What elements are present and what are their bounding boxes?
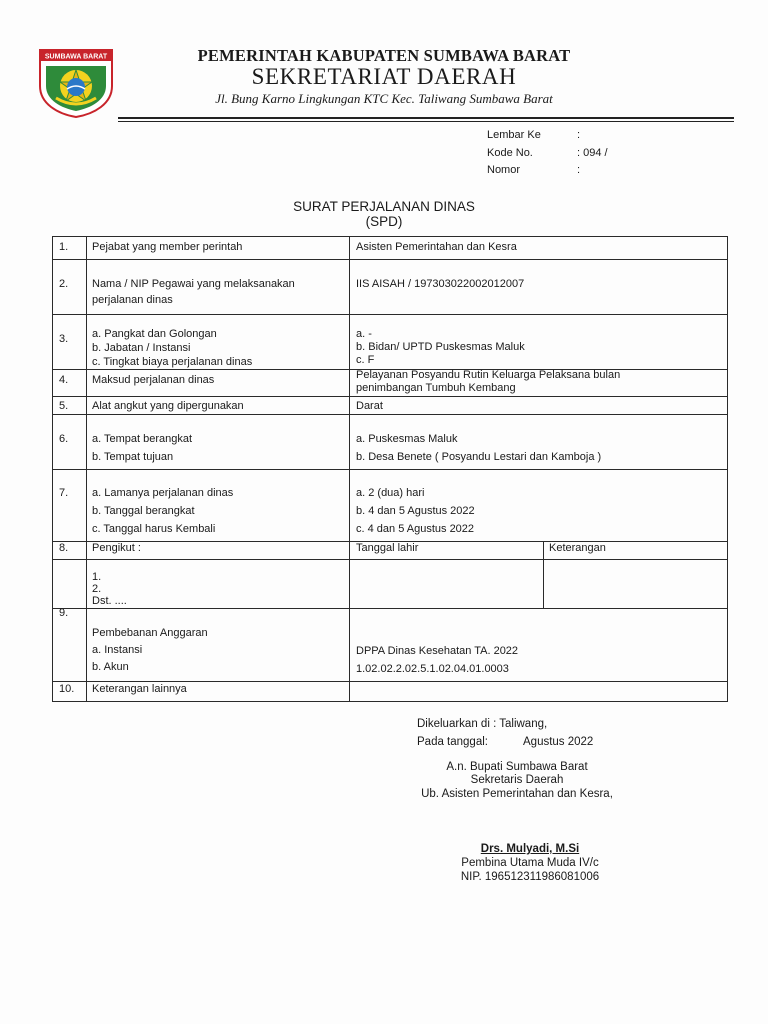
follower-item-2: 2. bbox=[92, 583, 102, 595]
row-8-birthdate-header: Tanggal lahir bbox=[356, 542, 419, 554]
signer-name: Drs. Mulyadi, M.Si bbox=[480, 843, 580, 855]
meta-value-nomor: : bbox=[577, 164, 581, 176]
row-4-value-line1: Pelayanan Posyandu Rutin Keluarga Pelaksana bulan bbox=[356, 369, 621, 381]
signature-line-3: Ub. Asisten Pemerintahan dan Kesra, bbox=[421, 788, 613, 800]
signer-nip: NIP. 196512311986081006 bbox=[460, 871, 600, 883]
row-7-number: 7. bbox=[59, 487, 69, 499]
document-title: SURAT PERJALANAN DINAS bbox=[293, 199, 475, 214]
row-6-number: 6. bbox=[59, 433, 69, 445]
follower-item-1: 1. bbox=[92, 571, 102, 583]
header-government-name: PEMERINTAH KABUPATEN SUMBAWA BARAT bbox=[197, 46, 571, 65]
row-3-value-a: a. - bbox=[356, 328, 372, 340]
row-5-value: Darat bbox=[356, 400, 383, 412]
row-9-label-b: b. Akun bbox=[92, 661, 129, 673]
letterhead-rule-thin bbox=[118, 121, 734, 122]
row-3-value-b: b. Bidan/ UPTD Puskesmas Maluk bbox=[356, 341, 525, 353]
follower-item-etc: Dst. .... bbox=[92, 595, 127, 607]
row-2-value: IIS AISAH / 197303022002012007 bbox=[356, 278, 525, 290]
row-6-value-a: a. Puskesmas Maluk bbox=[356, 433, 458, 445]
row-10-label: Keterangan lainnya bbox=[92, 683, 187, 695]
issued-date-value: Agustus 2022 bbox=[523, 736, 594, 748]
row-7-label-c: c. Tanggal harus Kembali bbox=[92, 523, 216, 535]
row-divider bbox=[52, 469, 728, 470]
logo-text: SUMBAWA BARAT bbox=[44, 53, 108, 61]
row-5-label: Alat angkut yang dipergunakan bbox=[92, 400, 244, 412]
row-7-label-b: b. Tanggal berangkat bbox=[92, 505, 195, 517]
signer-rank: Pembina Utama Muda IV/c bbox=[461, 857, 599, 869]
row-10-number: 10. bbox=[59, 683, 75, 695]
row-6-value-b: b. Desa Benete ( Posyandu Lestari dan Kamboja ) bbox=[356, 451, 602, 463]
table-border-left bbox=[52, 236, 53, 701]
row-7-value-c: c. 4 dan 5 Agustus 2022 bbox=[356, 523, 475, 535]
row-6-label-a: a. Tempat berangkat bbox=[92, 433, 193, 445]
row-9-label-a: a. Instansi bbox=[92, 644, 143, 656]
column-divider-number bbox=[86, 236, 87, 701]
meta-label-kode: Kode No. bbox=[487, 147, 533, 159]
row-6-label-b: b. Tempat tujuan bbox=[92, 451, 174, 463]
row-3-label-b: b. Jabatan / Instansi bbox=[92, 342, 191, 354]
row-3-value-c: c. F bbox=[356, 354, 375, 366]
row-7-value-b: b. 4 dan 5 Agustus 2022 bbox=[356, 505, 475, 517]
signature-line-2: Sekretaris Daerah bbox=[470, 774, 564, 786]
table-border-right bbox=[727, 236, 728, 701]
row-2-number: 2. bbox=[59, 278, 69, 290]
row-divider bbox=[52, 259, 728, 260]
issued-date-label: Pada tanggal: bbox=[417, 736, 488, 748]
row-4-number: 4. bbox=[59, 374, 69, 386]
issued-place: Dikeluarkan di : Taliwang, bbox=[417, 718, 548, 730]
meta-label-nomor: Nomor bbox=[487, 164, 521, 176]
row-3-number: 3. bbox=[59, 333, 69, 345]
row-divider bbox=[52, 559, 728, 560]
row-divider bbox=[52, 681, 728, 682]
row-divider bbox=[52, 396, 728, 397]
row-9-value-a: DPPA Dinas Kesehatan TA. 2022 bbox=[356, 645, 519, 657]
row-divider bbox=[52, 314, 728, 315]
row-divider bbox=[52, 414, 728, 415]
table-border-top bbox=[52, 236, 728, 237]
row-8-label: Pengikut : bbox=[92, 542, 141, 554]
document-subtitle: (SPD) bbox=[365, 214, 403, 229]
row-8-number: 8. bbox=[59, 542, 69, 554]
meta-label-lembar: Lembar Ke bbox=[487, 129, 541, 141]
table-border-bottom bbox=[52, 701, 728, 702]
header-office-name: SEKRETARIAT DAERAH bbox=[251, 64, 517, 89]
header-address: Jl. Bung Karno Lingkungan KTC Kec. Taliwang Sumbawa Barat bbox=[215, 91, 553, 106]
row-divider bbox=[52, 608, 728, 609]
row-5-number: 5. bbox=[59, 400, 69, 412]
column-divider-label bbox=[349, 236, 350, 701]
row-3-label-c: c. Tingkat biaya perjalanan dinas bbox=[92, 356, 253, 368]
signature-line-1: A.n. Bupati Sumbawa Barat bbox=[446, 761, 588, 773]
column-divider-keterangan bbox=[543, 541, 544, 609]
row-4-value-line2: penimbangan Tumbuh Kembang bbox=[356, 382, 516, 394]
row-9-value-b: 1.02.02.2.02.5.1.02.04.01.0003 bbox=[356, 663, 509, 675]
row-7-value-a: a. 2 (dua) hari bbox=[356, 487, 425, 499]
row-1-number: 1. bbox=[59, 241, 69, 253]
row-1-value: Asisten Pemerintahan dan Kesra bbox=[356, 241, 517, 253]
row-2-label-line2: perjalanan dinas bbox=[92, 294, 173, 306]
spd-table bbox=[52, 236, 728, 702]
meta-value-kode: : 094 / bbox=[577, 147, 608, 159]
row-7-label-a: a. Lamanya perjalanan dinas bbox=[92, 487, 234, 499]
row-8-remarks-header: Keterangan bbox=[549, 542, 606, 554]
letterhead-rule-thick bbox=[118, 117, 734, 119]
row-9-number: 9. bbox=[59, 607, 69, 619]
row-9-label: Pembebanan Anggaran bbox=[92, 627, 208, 639]
row-1-label: Pejabat yang member perintah bbox=[92, 241, 243, 253]
row-2-label-line1: Nama / NIP Pegawai yang melaksanakan bbox=[92, 278, 295, 290]
row-3-label-a: a. Pangkat dan Golongan bbox=[92, 328, 217, 340]
meta-value-lembar: : bbox=[577, 129, 581, 141]
row-4-label: Maksud perjalanan dinas bbox=[92, 374, 215, 386]
